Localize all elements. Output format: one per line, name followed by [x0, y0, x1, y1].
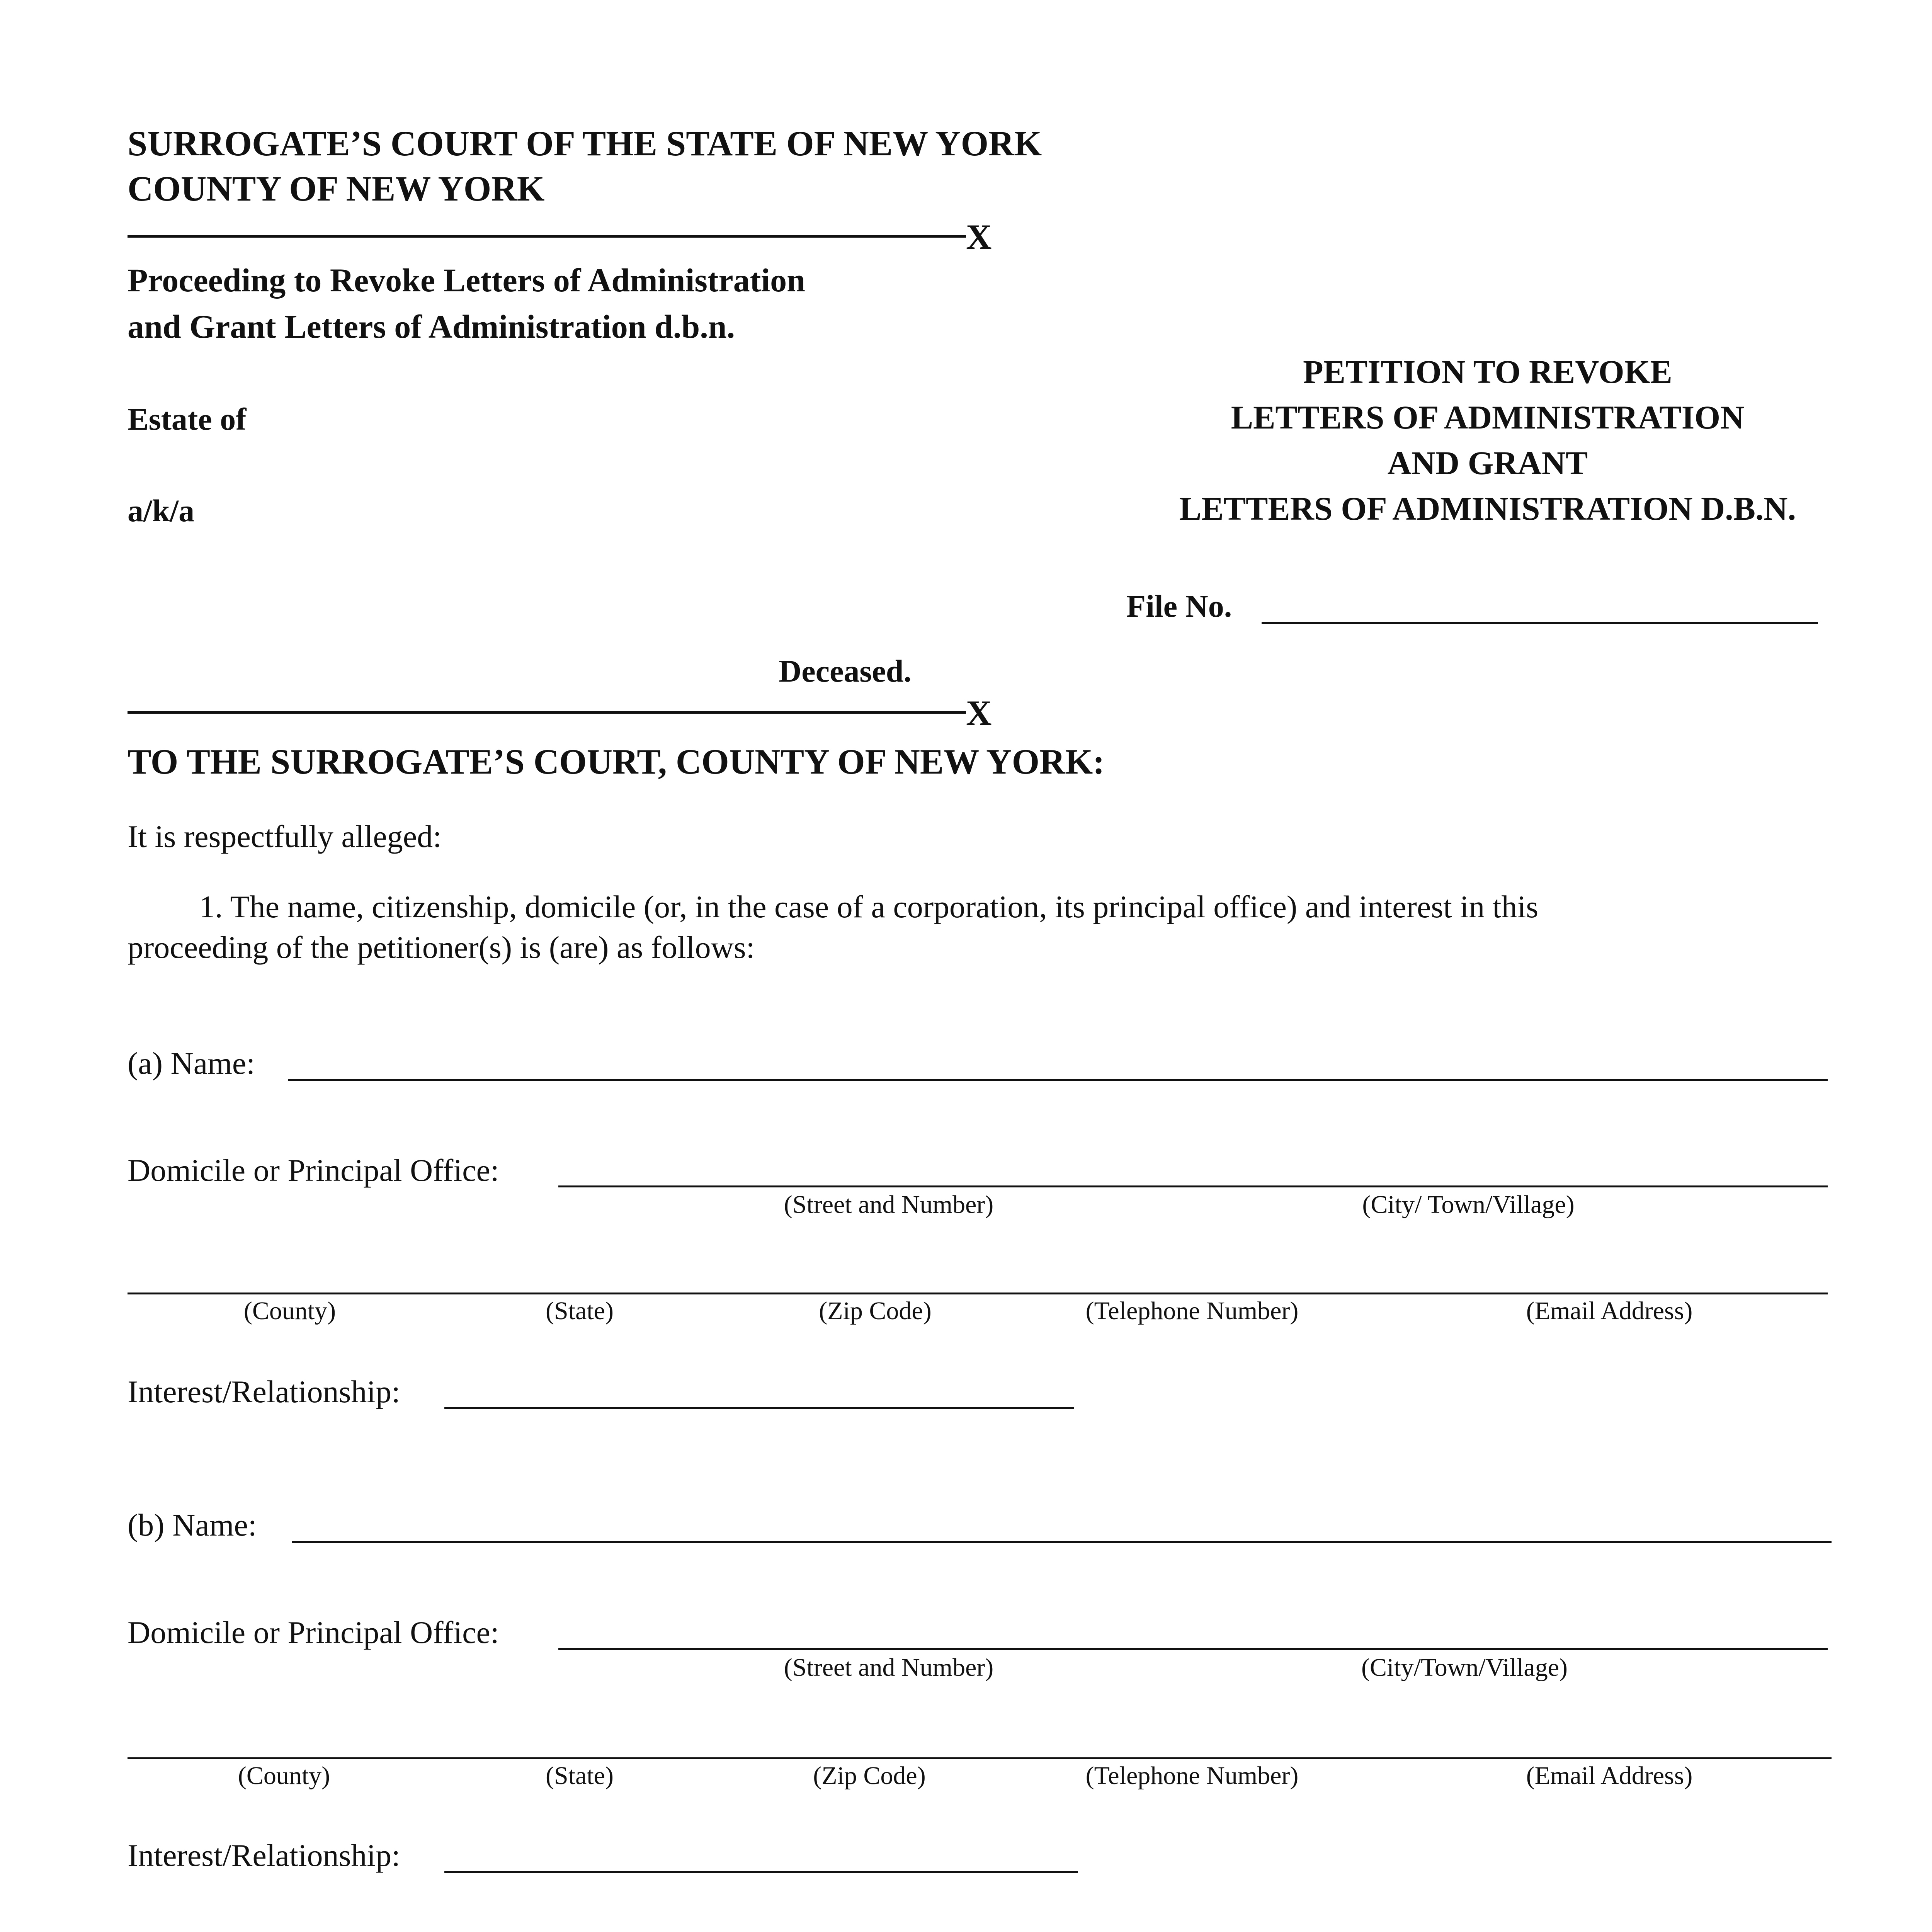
petitioner-a-domicile-field[interactable]: [558, 1185, 1828, 1187]
caption-x-mark-bottom: X: [966, 693, 992, 733]
petitioner-a-interest-label: Interest/Relationship:: [128, 1374, 400, 1409]
caption-top-rule: [128, 235, 966, 238]
caption-bottom-rule: [128, 711, 966, 714]
estate-of-label: Estate of: [128, 401, 247, 437]
caption-x-mark-top: X: [966, 217, 992, 257]
petitioner-a-email-caption: (Email Address): [1526, 1297, 1693, 1325]
intro-text: It is respectfully alleged:: [128, 819, 442, 854]
petitioner-a-domicile-label: Domicile or Principal Office:: [128, 1153, 499, 1188]
aka-label: a/k/a: [128, 493, 195, 528]
petitioner-b-state-caption: (State): [546, 1762, 614, 1790]
petitioner-a-street-caption: (Street and Number): [784, 1190, 994, 1219]
petitioner-a-phone-caption: (Telephone Number): [1085, 1297, 1299, 1325]
file-no-label: File No.: [1126, 588, 1232, 624]
proceeding-line1: Proceeding to Revoke Letters of Administration: [128, 262, 805, 299]
petition-title-line3: AND GRANT: [1387, 444, 1588, 481]
petitioner-b-phone-caption: (Telephone Number): [1085, 1762, 1299, 1790]
petitioner-b-city-caption: (City/Town/Village): [1361, 1653, 1568, 1682]
petitioner-a-state-caption: (State): [546, 1297, 614, 1325]
petitioner-a-interest-field[interactable]: [444, 1407, 1074, 1409]
petitioner-a-contact-field[interactable]: [128, 1293, 1828, 1294]
court-title-line2: COUNTY OF NEW YORK: [128, 169, 545, 208]
para1-line2: proceeding of the petitioner(s) is (are) as follows:: [128, 930, 755, 965]
petitioner-b-contact-field[interactable]: [128, 1757, 1832, 1759]
proceeding-line2: and Grant Letters of Administration d.b.n.: [128, 308, 735, 345]
petitioner-a-zip-caption: (Zip Code): [819, 1297, 932, 1325]
petition-title-line2: LETTERS OF ADMINISTRATION: [1231, 399, 1745, 436]
petitioner-b-street-caption: (Street and Number): [784, 1653, 994, 1682]
petitioner-b-domicile-label: Domicile or Principal Office:: [128, 1615, 499, 1650]
petitioner-b-interest-label: Interest/Relationship:: [128, 1838, 400, 1873]
file-no-field[interactable]: [1262, 622, 1818, 624]
petitioner-b-county-caption: (County): [238, 1762, 330, 1790]
petitioner-b-interest-field[interactable]: [444, 1871, 1078, 1873]
petitioner-a-name-label: (a) Name:: [128, 1046, 255, 1081]
petitioner-b-name-label: (b) Name:: [128, 1507, 257, 1543]
petitioner-b-zip-caption: (Zip Code): [813, 1762, 926, 1790]
court-address-heading: TO THE SURROGATE’S COURT, COUNTY OF NEW YORK:: [128, 742, 1105, 781]
petitioner-b-name-field[interactable]: [292, 1541, 1832, 1543]
petitioner-b-domicile-field[interactable]: [558, 1648, 1828, 1650]
petitioner-b-email-caption: (Email Address): [1526, 1762, 1693, 1790]
petition-title-line1: PETITION TO REVOKE: [1303, 353, 1672, 390]
deceased-label: Deceased.: [779, 653, 912, 689]
petitioner-a-city-caption: (City/ Town/Village): [1362, 1190, 1575, 1219]
court-title-line1: SURROGATE’S COURT OF THE STATE OF NEW YORK: [128, 124, 1042, 163]
petition-title-line4: LETTERS OF ADMINISTRATION D.B.N.: [1179, 490, 1796, 527]
petitioner-a-county-caption: (County): [243, 1297, 336, 1325]
para1-line1: 1. The name, citizenship, domicile (or, in the case of a corporation, its principal office) and interest in this: [199, 889, 1539, 924]
petitioner-a-name-field[interactable]: [288, 1079, 1828, 1081]
